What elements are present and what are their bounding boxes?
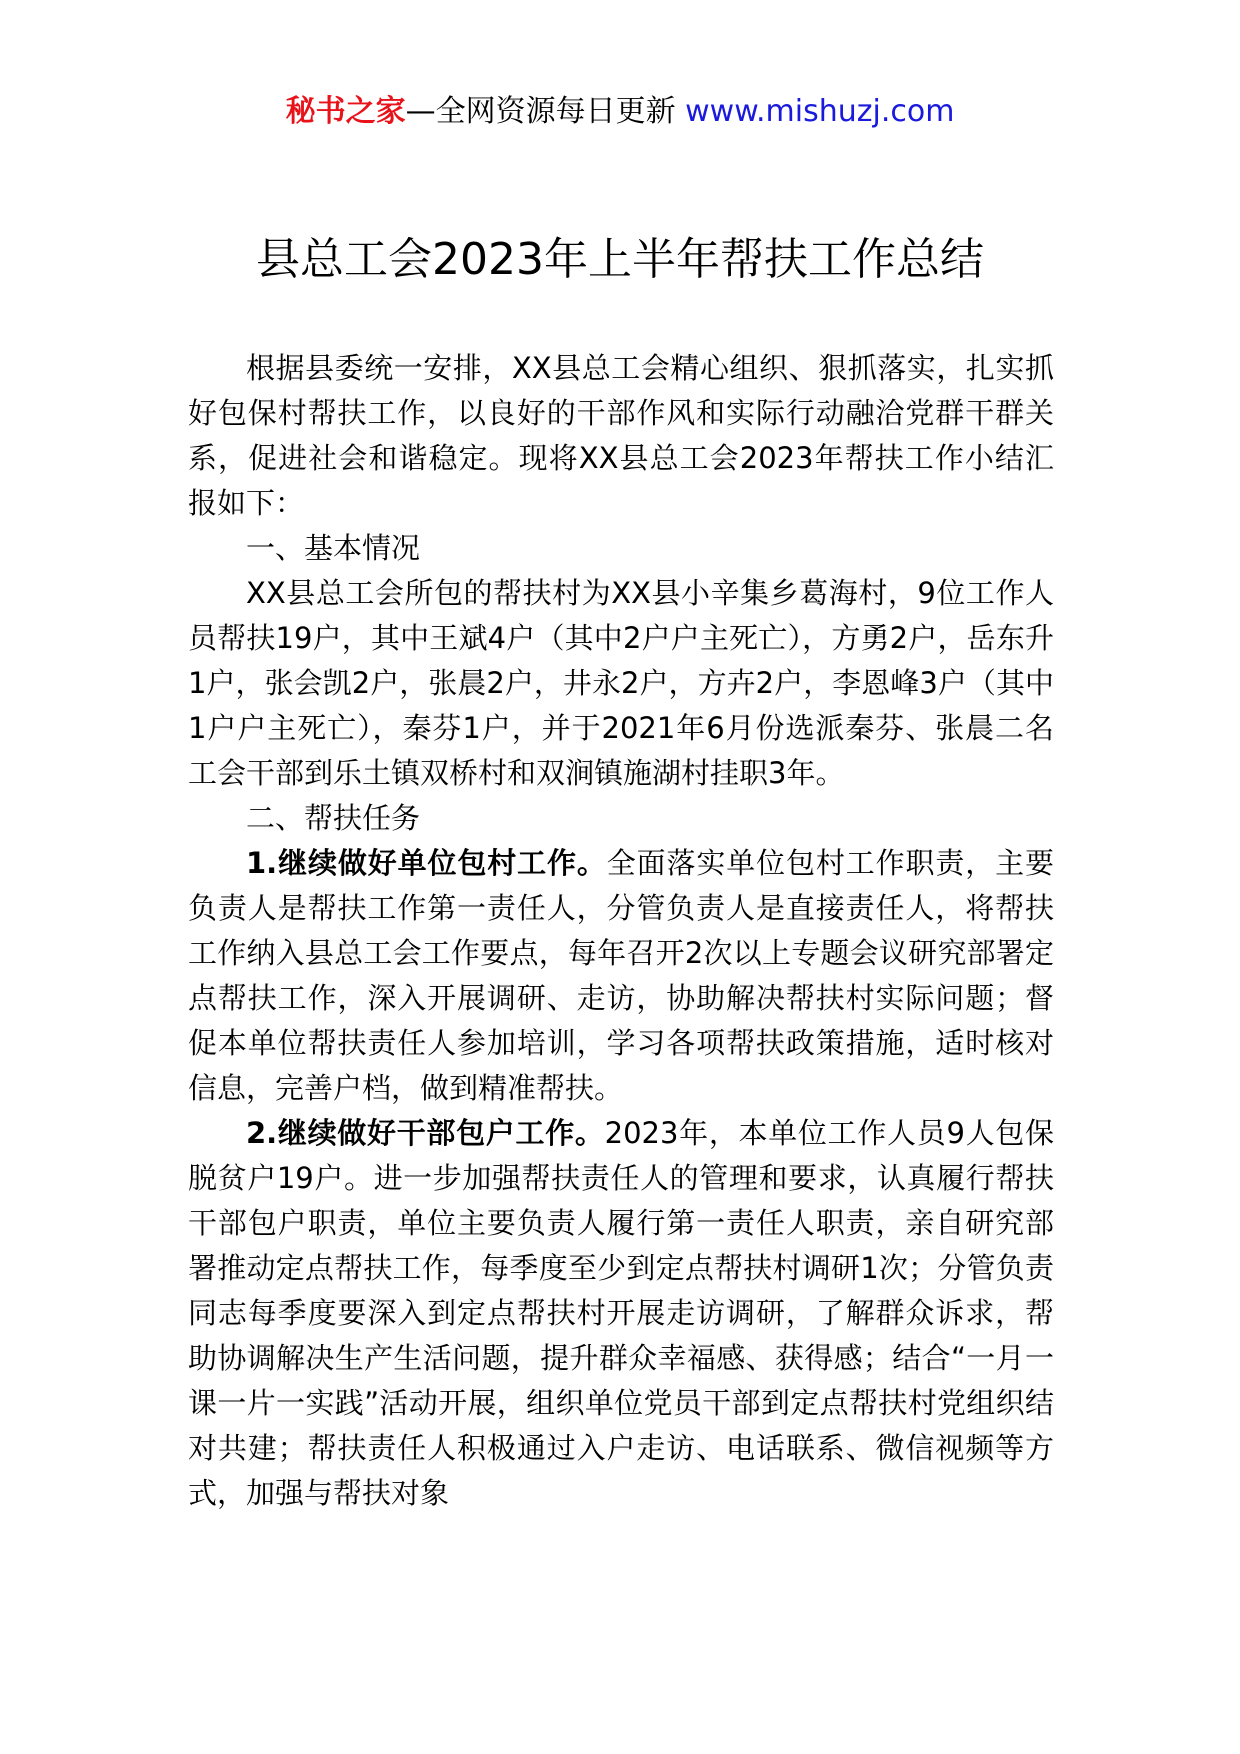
site-tagline: —全网资源每日更新 <box>405 94 686 129</box>
section-heading-tasks: 二、帮扶任务 <box>246 801 421 835</box>
section-heading-basic-situation: 一、基本情况 <box>246 531 421 565</box>
basic-situation-paragraph: XX县总工会所包的帮扶村为XX县小辛集乡葛海村，9位工作人员帮扶19户，其中王斌4户（其中2户户主死亡），方勇2户，岳东升1户，张会凯2户，张晨2户，井永2户，方卉2户，李恩峰3户（其中1户户主死亡），秦芬1户，并于2021年6月份选派秦芬、张晨二名工会干部到乐土镇双桥村和双涧镇施湖村挂职3年。 <box>188 576 1054 790</box>
task-1-paragraph <box>188 841 1054 1111</box>
intro-paragraph: 根据县委统一安排，XX县总工会精心组织、狠抓落实，扎实抓好包保村帮扶工作，以良好的干部作风和实际行动融洽党群干群关系，促进社会和谐稳定。现将XX县总工会2023年帮扶工作小结汇报如下： <box>188 351 1054 520</box>
site-header <box>0 92 1240 132</box>
task-2-text: 2023年，本单位工作人员9人包保脱贫户19户。进一步加强帮扶责任人的管理和要求，认真履行帮扶干部包户职责，单位主要负责人履行第一责任人职责，亲自研究部署推动定点帮扶工作，每季度至少到定点帮扶村调研1次；分管负责同志每季度要深入到定点帮扶村开展走访调研，了解群众诉求，帮助协调解决生产生活问题，提升群众幸福感、获得感；结合“一月一课一片一实践”活动开展，组织单位党员干部到定点帮扶村党组织结对共建；帮扶责任人积极通过入户走访、电话联系、微信视频等方式，加强与帮扶对象 <box>188 1116 1054 1510</box>
site-brand: 秘书之家 <box>285 94 406 129</box>
document-title: 县总工会2023年上半年帮扶工作总结 <box>256 234 984 285</box>
task-2-paragraph <box>188 1111 1054 1516</box>
task-1-heading: 1.继续做好单位包村工作。 <box>246 846 607 880</box>
task-2-heading: 2.继续做好干部包户工作。 <box>246 1116 605 1150</box>
document-body <box>188 346 1054 1516</box>
site-url-link[interactable]: www.mishuzj.com <box>685 94 955 129</box>
task-1-text: 全面落实单位包村工作职责，主要负责人是帮扶工作第一责任人，分管负责人是直接责任人，将帮扶工作纳入县总工会工作要点，每年召开2次以上专题会议研究部署定点帮扶工作，深入开展调研、走访，协助解决帮扶村实际问题；督促本单位帮扶责任人参加培训，学习各项帮扶政策措施，适时核对信息，完善户档，做到精准帮扶。 <box>188 846 1054 1105</box>
